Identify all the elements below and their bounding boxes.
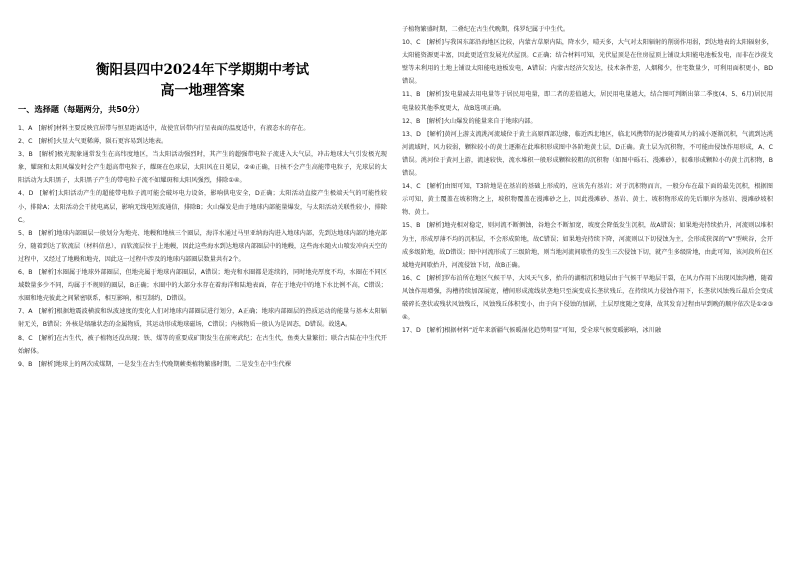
answer-item-10: 10、C [解析]与我国东部沿海地区比较，内蒙古草原内陆，降水少，晴天多，大气对太阳辐射的削弱作用弱，到达地表的太阳辐射多，太阳能资源更丰富，因此更适宜发展光伏屋顶。C正确；结合材料可知，光伏屋顶是在住房屋顶上铺设太阳能电池板发电，而非在沙漠戈壁等未利用的土地上铺设太阳能电池板发电，A错误；内蒙古经济欠发达，技术条件差，人烟稀少，住宅数量少，可利用面积更小，BD错误。 (402, 39, 773, 86)
answer-item-15: 15、B [解析]地壳相对稳定，则河流不断侧蚀，谷地会不断加宽，坡度会降低发生沉积，故A错误；如果地壳持续抬升，河流则以堆积为主，形成厚薄不均的沉积层，不会形成阶地，故C错误；如果地壳持续下降，河流则以下切侵蚀为主，会形成狭深的“V”型峡谷，会开成多级阶地，故D错误；图中河流形成了三级阶地，则当地河流间歇性的发生三次侵蚀下切，就产生多级阶地，由此可知，该河段所在区域地壳间歇抬升，河流侵蚀下切，故B正确。 (402, 222, 773, 269)
section-heading: 一、选择题（每题两分，共50分） (18, 104, 145, 114)
answer-item-14: 14、C [解析]由图可知，T3阶地是在基岩的基础上形成的，应该先有基岩；对于沉积物而言，一般分布在最下面的最先沉积，根据图示可知，黄土覆盖在坡积物之上，坡积物覆盖在漫滩砂之上，因此漫滩砂、基岩、黄土、坡积物形成的先后顺序为基岩、漫滩砂坡积物、黄土。 (402, 183, 773, 217)
answer-item-9: 9、B [解析]地球上的两次成煤期，一是发生在古生代晚期蕨类植物繁盛时期，二是发生在中生代裸 (18, 360, 291, 368)
right-column-answers (402, 23, 773, 337)
answer-item-1: 1、A [解析]材料主要反映宜居带与恒星距离适中，故使宜居带内行星表面的温度适中，有液态水的存在。 (18, 125, 310, 132)
answer-item-17: 17、D [解析]根据材料“近年来新疆气候暖湿化趋势明显”可知，受全球气候变暖影响，冰川融 (402, 327, 661, 335)
answer-item-13: 13、D [解析]黄河上游支流洮河流域位于黄土高原西部边缘，临近西北地区，临北风携带的泥沙随着风力的减小逐渐沉积，气流到达洮河流域时，风力较弱，颗粒较小的黄土逐渐在此堆积形成图中各阶地黄土层，D正确。黄土层为沉积物，不可能由侵蚀作用形成，A、C错误。洮河位于黄河上游，流速较快，流水堆积一般形成颗粒较粗的沉积物（如图中砾石、漫滩砂），很难形成颗粒小的黄土沉积物，B错误。 (402, 130, 773, 178)
answer-item-5: 5、B [解析]地球内部圈层一般划分为地壳、地幔和地核三个圈层，海洋水通过马里亚纳海沟进入地球内部，先到达地球内部的地壳部分，随着到达了软流层（材料信息），而软流层位于上地幔，因此这些海水到达地球内部圈层中的地幔，这些海水随火山喷发冲向天空的过程中，又经过了地幔和地壳，因此这一过程中涉及的地球内部圈层数量共有2个。 (18, 229, 387, 263)
exam-title: 衡阳县四中2024年下学期期中考试 (95, 62, 310, 78)
answer-item-8: 8、C [解析]在古生代，被子植物还没出现；铁、煤等的重要成矿期发生在前寒武纪；在古生代，鱼类大量繁衍；联合古陆在中生代开始解体。 (18, 334, 387, 355)
answer-item-11: 11、B [解析]发电量减去用电量等于居民用电量，即二者的差值越大，居民用电量越大，结合图可判断出第二季度(4、5、6月)居民用电量较其他季度更大，故B选项正确。 (402, 91, 773, 112)
answer-item-4: 4、D [解析]太阳活动产生的超能带电粒子流可能会破坏电力设备，影响供电安全，D正确；太阳活动直接产生极端天气的可能性较小，排除A；太阳活动会干扰电离层，影响无线电短波通信，排除B；火山爆发是由于地球内部能量爆发，与太阳活动关联性较小，排除C。 (18, 190, 387, 224)
answer-item-16: 16、C [解析]罗布泊所在地区气候干旱，大风天气多，抬升的湖相沉积地层由于气候干旱地层干裂，在风力作用下出现风蚀沟槽，随着风蚀作用增强，沟槽持续加深展宽，槽间形成流线状垄地只至演变成长垄状残丘，在持续风力侵蚀作用下，长垄状风蚀残丘最后会变成破碎长垄状或残状风蚀残丘，风蚀残丘体积变小，由于向下侵蚀的加剧，土层厚度随之变薄，故其发育过程由早到晚的顺序依次是①②③④。 (402, 274, 773, 322)
answer-item-2: 2、C [解析]火星大气更稀薄，陨石更容易到达地表。 (18, 138, 168, 146)
answer-item-7: 7、A [解析]根据地震波横波和纵波速度的变化人们对地球内部圈层进行划分，A正确；地球内部圈层的热质运动的能量与基本太阳辐射无关，B错误；外核是熔融状态的金属物质，其运动形成地球磁场，C错误；内核物质一般认为是固态，D错误。故选A。 (18, 308, 387, 329)
answer-item-12: 12、B [解析]火山爆发的能量来自于地球内部。 (402, 117, 537, 125)
answer-item-6: 6、B [解析]水圈属于地球外部圈层，但地壳属于地球内部圈层，A错误；地壳和水圈都是连续的，同时地壳厚度不均，水圈在不同区域数量多少不同，均属于不规则的圈层，B正确；水圈中的大部分水存在着海洋和陆地表面，存在于地壳中的地下水比例不高，C错误；水圈和地壳彼此之间紧密联系，相互影响，相互制约，D错误。 (18, 269, 387, 303)
left-column-answers (18, 122, 387, 371)
answer-item-3: 3、B [解析]极光现象通常发生在高纬度地区，当太阳活动强烈时，其产生的超强带电粒子流进入大气层，冲击地球大气引发极光现象，耀斑和太阳风爆发时会产生超高带电粒子，耀斑在色球层，太阳风在日冕层，②④正确，日核不会产生高能带电粒子，光球层的太阳活动为太阳黑子，太阳黑子产生的带电粒子流不如耀斑和太阳风强烈，排除①④。 (18, 151, 387, 185)
exam-subtitle: 高一地理答案 (160, 83, 245, 99)
answer-item-9-continued: 子植物繁盛时期，二叠纪在古生代晚期，侏罗纪属于中生代。 (402, 26, 570, 33)
